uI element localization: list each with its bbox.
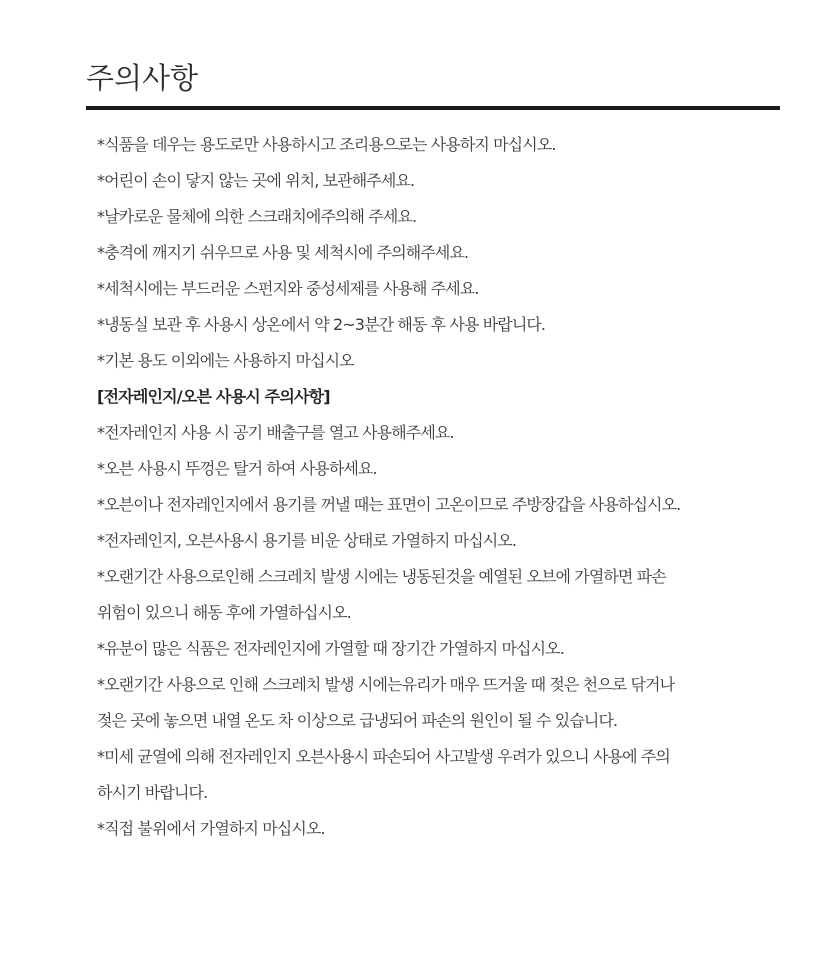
title-divider [86, 106, 780, 110]
caution-line-micro-cracks: *미세 균열에 의해 전자레인지 오븐사용시 파손되어 사고발생 우려가 있으니 사용에 주의 [97, 747, 670, 766]
caution-line-direct-flame: *직접 불위에서 가열하지 마십시오. [97, 819, 325, 838]
caution-line-thermal-shock: *오랜기간 사용으로 인해 스크레치 발생 시에는유리가 매우 뜨거울 때 젖은 천으로 닦거나 [97, 675, 675, 694]
caution-list [97, 127, 797, 847]
caution-line-intended-use: *기본 용도 이외에는 사용하지 마십시오 [97, 351, 354, 370]
caution-line-empty-heating: *전자레인지, 오븐사용시 용기를 비운 상태로 가열하지 마십시오. [97, 531, 517, 550]
caution-line-micro-cracks-cont: 하시기 바랍니다. [97, 783, 208, 802]
caution-line-food-heating: *식품을 데우는 용도로만 사용하시고 조리용으로는 사용하지 마십시오. [97, 135, 556, 154]
caution-line-vent: *전자레인지 사용 시 공기 배출구를 열고 사용해주세요. [97, 423, 454, 442]
section-heading-microwave-oven: [전자레인지/오븐 사용시 주의사항] [97, 387, 330, 406]
caution-line-child-safety: *어린이 손이 닿지 않는 곳에 위치, 보관해주세요. [97, 171, 415, 190]
caution-line-impact: *충격에 깨지기 쉬우므로 사용 및 세척시에 주의해주세요. [97, 243, 469, 262]
caution-line-scratch-preheat: *오랜기간 사용으로인해 스크레치 발생 시에는 냉동된것을 예열된 오브에 가열하면 파손 [97, 567, 666, 586]
caution-line-oily-food: *유분이 많은 식품은 전자레인지에 가열할 때 장기간 가열하지 마십시오. [97, 639, 564, 658]
caution-line-oven-lid: *오븐 사용시 뚜껑은 탈거 하여 사용하세요. [97, 459, 377, 478]
caution-line-oven-mitts: *오븐이나 전자레인지에서 용기를 꺼낼 때는 표면이 고온이므로 주방장갑을 사용하십시오. [97, 495, 681, 514]
caution-line-thermal-shock-cont: 젖은 곳에 놓으면 내열 온도 차 이상으로 급냉되어 파손의 원인이 될 수 있습니다. [97, 711, 618, 730]
page-title: 주의사항 [86, 61, 199, 95]
caution-line-scratch: *날카로운 물체에 의한 스크래치에주의해 주세요. [97, 207, 417, 226]
caution-line-scratch-preheat-cont: 위험이 있으니 해동 후에 가열하십시오. [97, 603, 351, 622]
caution-line-washing: *세척시에는 부드러운 스펀지와 중성세제를 사용해 주세요. [97, 279, 479, 298]
caution-line-freezer: *냉동실 보관 후 사용시 상온에서 약 2~3분간 해동 후 사용 바랍니다. [97, 315, 546, 334]
